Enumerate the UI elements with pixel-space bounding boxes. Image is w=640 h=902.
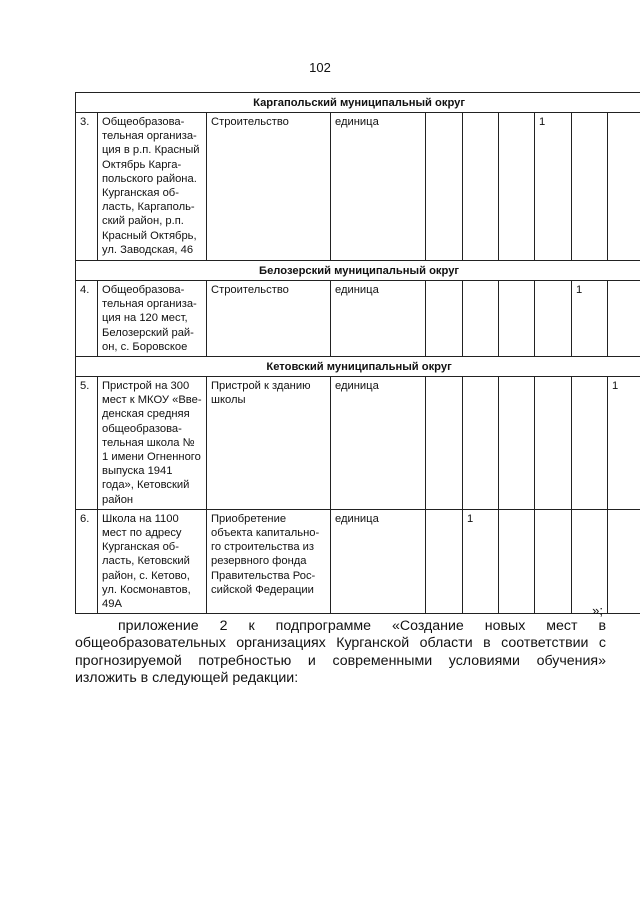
value-cell (499, 509, 535, 613)
value-cell (535, 509, 572, 613)
value-cell (463, 281, 499, 357)
value-cell (608, 509, 640, 613)
unit-cell: единица (331, 377, 426, 510)
work-type-cell: Приобретение объекта капитально- го строительства из резервного фонда Правительства Рос- сийской Федерации (207, 509, 331, 613)
value-cell: 1 (535, 113, 572, 261)
work-type-cell: Строительство (207, 281, 331, 357)
object-name-cell: Школа на 1100 мест по адресу Курганская об- ласть, Кетовский район, с. Кетово, ул. Космонавтов, 49А (98, 509, 207, 613)
section-header-row (76, 93, 640, 113)
section-title: Кетовский муниципальный округ (76, 357, 640, 377)
value-cell (463, 377, 499, 510)
section-title: Белозерский муниципальный округ (76, 261, 640, 281)
amendment-paragraph (75, 618, 606, 687)
row-number-cell: 3. (76, 113, 98, 261)
value-cell (426, 377, 463, 510)
value-cell (499, 281, 535, 357)
value-cell (535, 377, 572, 510)
section-header-row (76, 261, 640, 281)
program-table (75, 92, 640, 614)
closing-quote: »; (592, 603, 603, 618)
unit-cell: единица (331, 281, 426, 357)
table-row (76, 509, 640, 613)
row-number-cell: 4. (76, 281, 98, 357)
table-row (76, 113, 640, 261)
object-name-cell: Пристрой на 300 мест к МКОУ «Вве- денская средняя общеобразова- тельная школа № 1 имени Огненного выпуска 1941 года», Кетовский район (98, 377, 207, 510)
value-cell (463, 113, 499, 261)
value-cell (499, 377, 535, 510)
work-type-cell: Пристрой к зданию школы (207, 377, 331, 510)
value-cell (608, 113, 640, 261)
row-number-cell: 6. (76, 509, 98, 613)
value-cell (426, 509, 463, 613)
unit-cell: единица (331, 509, 426, 613)
value-cell (535, 281, 572, 357)
object-name-cell: Общеобразова- тельная организа- ция в р.п. Красный Октябрь Карга- польского района. Курганская об- ласть, Каргаполь- ский район, р.п. Красный Октябрь, ул. Заводская, 46 (98, 113, 207, 261)
row-number-cell: 5. (76, 377, 98, 510)
value-cell (426, 113, 463, 261)
value-cell (572, 113, 608, 261)
work-type-cell: Строительство (207, 113, 331, 261)
section-title: Каргапольский муниципальный округ (76, 93, 640, 113)
value-cell: 1 (608, 377, 640, 510)
amendment-text: приложение 2 к подпрограмме «Создание новых мест в общеобразовательных организациях Курганской области в соответствии с прогнозируемой потребностью и современными условиями обучения» изложить в следующей редакции: (75, 618, 606, 686)
value-cell: 1 (463, 509, 499, 613)
page-number: 102 (309, 60, 331, 75)
object-name-cell: Общеобразова- тельная организа- ция на 120 мест, Белозерский рай- он, с. Боровское (98, 281, 207, 357)
value-cell (608, 281, 640, 357)
value-cell (499, 113, 535, 261)
value-cell: 1 (572, 281, 608, 357)
value-cell (572, 509, 608, 613)
unit-cell: единица (331, 113, 426, 261)
value-cell (426, 281, 463, 357)
table-row (76, 281, 640, 357)
section-header-row (76, 357, 640, 377)
value-cell (572, 377, 608, 510)
table-row (76, 377, 640, 510)
